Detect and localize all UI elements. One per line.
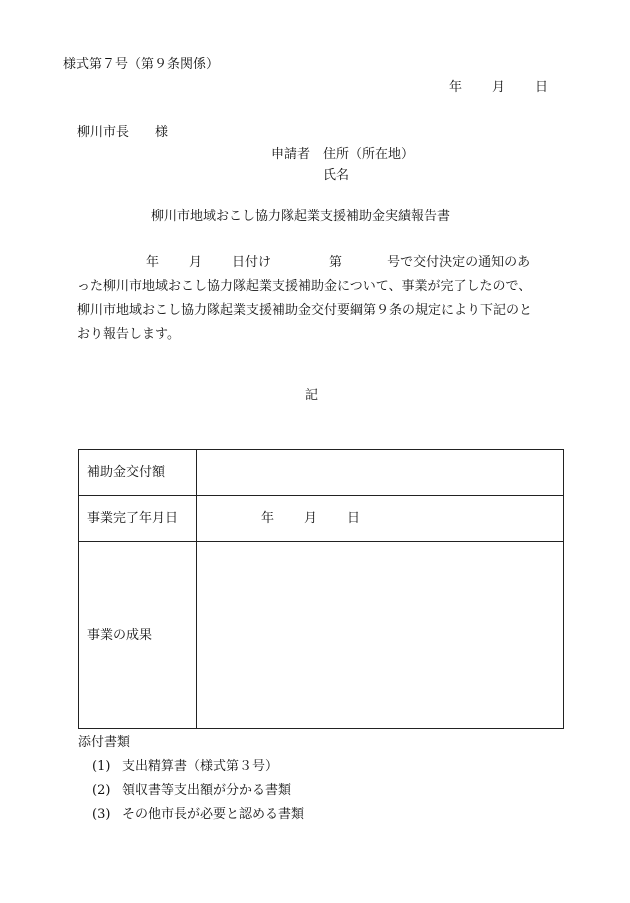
subsidy-amount-label: 補助金交付額 [79, 450, 197, 496]
body-day: 日付け [232, 255, 272, 270]
date-day-label: 日 [535, 80, 549, 95]
document-title: 柳川市地域おこし協力隊起業支援補助金実績報告書 [151, 209, 451, 224]
date-year-label: 年 [449, 80, 463, 95]
form-number: 様式第７号（第９条関係） [63, 57, 220, 72]
list-item: (2) 領収書等支出額が分かる書類 [92, 783, 292, 798]
ki-heading: 記 [305, 388, 319, 403]
attachments-list [92, 755, 304, 827]
completion-month: 月 [304, 511, 318, 526]
applicant-address-label: 申請者 住所（所在地） [271, 147, 415, 162]
report-table [78, 449, 564, 729]
body-line-2: った柳川市地域おこし協力隊起業支援補助金について、事業が完了したので、 [77, 279, 532, 294]
applicant-name-label: 氏名 [323, 168, 350, 183]
table-row [79, 542, 564, 729]
attachments-title: 添付書類 [78, 735, 131, 750]
date-month-label: 月 [492, 80, 506, 95]
submission-date [449, 81, 548, 94]
results-field[interactable] [197, 542, 564, 729]
body-line-4: おり報告します。 [77, 327, 180, 342]
table-row [79, 496, 564, 542]
body-dai: 第 [329, 255, 343, 270]
completion-day: 日 [347, 511, 361, 526]
report-body [77, 251, 567, 347]
completion-year: 年 [261, 511, 275, 526]
table-row [79, 450, 564, 496]
completion-date-field[interactable] [197, 496, 564, 542]
addressee: 柳川市長 様 [77, 125, 169, 140]
body-line-1 [77, 251, 567, 275]
body-line-3: 柳川市地域おこし協力隊起業支援補助金交付要綱第９条の規定により下記のと [77, 303, 533, 318]
body-line1-rest: 号で交付決定の通知のあ [387, 255, 531, 270]
list-item: (1) 支出精算書（様式第３号） [92, 759, 279, 774]
list-item: (3) その他市長が必要と認める書類 [92, 807, 305, 822]
results-label: 事業の成果 [79, 542, 197, 729]
body-year: 年 [146, 255, 160, 270]
subsidy-amount-field[interactable] [197, 450, 564, 496]
completion-date-label: 事業完了年月日 [79, 496, 197, 542]
body-month: 月 [189, 255, 203, 270]
